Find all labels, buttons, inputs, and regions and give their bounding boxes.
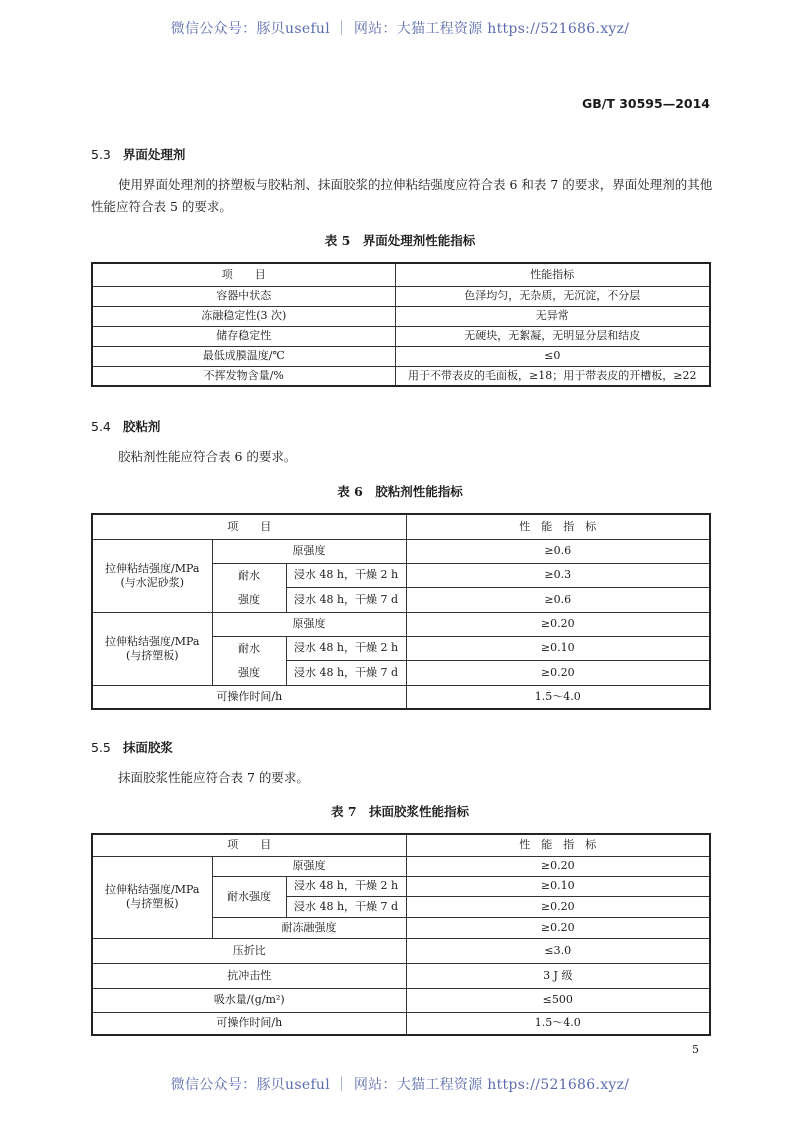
table-row [92, 612, 710, 636]
table-cell: 可操作时间/h [92, 685, 406, 709]
table-cell: 色泽均匀，无杂质，无沉淀，不分层 [395, 286, 710, 306]
table-row [92, 326, 710, 346]
table-cell: 浸水 48 h，干燥 7 d [286, 588, 406, 613]
table-cell: 无硬块，无絮凝，无明显分层和结皮 [395, 326, 710, 346]
text: 强度 [238, 665, 260, 679]
table-row [92, 685, 710, 709]
table-cell: 耐水强度 [212, 876, 286, 917]
table-row [92, 539, 710, 563]
table-cell: 浸水 48 h，干燥 2 h [286, 876, 406, 896]
table-cell: 容器中状态 [92, 286, 395, 306]
table-row [92, 306, 710, 326]
table-6 [91, 513, 711, 710]
table-cell: 项 目 [92, 834, 406, 856]
header-spec: 性能指标 [395, 263, 710, 286]
table-cell [212, 563, 286, 612]
table-5 [91, 262, 711, 387]
table-cell [92, 612, 212, 685]
table-cell: 冻融稳定性(3 次) [92, 306, 395, 326]
table-cell [212, 636, 286, 685]
header-item: 项 目 [92, 263, 395, 286]
table-cell: ≥0.10 [406, 876, 710, 896]
table-cell: 无异常 [395, 306, 710, 326]
text: 耐水 [238, 568, 260, 582]
section-5-5-text: 抹面胶浆性能应符合表 7 的要求。 [118, 770, 309, 785]
text: (与挤塑板) [125, 648, 179, 662]
table-cell: 可操作时间/h [92, 1012, 406, 1035]
watermark-bottom: 微信公众号：豚贝useful ｜ 网站：大猫工程资源 https://521686.xyz/ [170, 1077, 630, 1093]
text: 5.4 [91, 419, 111, 434]
table-6-caption: 表 6 胶粘剂性能指标 [337, 484, 463, 499]
table-cell: 性 能 指 标 [406, 834, 710, 856]
table-header-row [92, 834, 710, 856]
text: 拉伸粘结强度/MPa [105, 634, 200, 648]
table-cell: ≥0.20 [406, 896, 710, 917]
watermark-top: 微信公众号：豚贝useful ｜ 网站：大猫工程资源 https://521686.xyz/ [170, 21, 630, 37]
page-number: 5 [692, 1043, 699, 1056]
table-cell: 1.5～4.0 [406, 1012, 710, 1035]
table-header-row [92, 263, 710, 286]
text: 耐水 [238, 641, 260, 655]
table-cell: ≥0.3 [406, 563, 710, 588]
table-cell: 吸水量/(g/m²) [92, 988, 406, 1012]
table-cell: 原强度 [212, 612, 406, 636]
text: (与水泥砂浆) [120, 575, 185, 589]
text: 拉伸粘结强度/MPa [105, 883, 200, 896]
table-cell: 1.5～4.0 [406, 685, 710, 709]
text: 拉伸粘结强度/MPa [105, 561, 200, 575]
table-cell: ≥0.20 [406, 612, 710, 636]
table-7 [91, 833, 711, 1036]
table-cell: 原强度 [212, 539, 406, 563]
table-cell: 最低成膜温度/℃ [92, 346, 395, 366]
table-cell: ≤0 [395, 346, 710, 366]
table-row [92, 366, 710, 386]
text: (与挤塑板) [125, 897, 179, 910]
section-5-4-heading [91, 417, 160, 435]
section-5-3-text: 使用界面处理剂的挤塑板与胶粘剂、抹面胶浆的拉伸粘结强度应符合表 6 和表 7 的要求，界面处理剂的其他性能应符合表 5 的要求。 [91, 177, 713, 214]
standard-number: GB/T 30595—2014 [581, 96, 710, 111]
table-row [92, 286, 710, 306]
table-cell: ≤3.0 [406, 938, 710, 963]
table-cell: 抗冲击性 [92, 963, 406, 988]
section-5-3-heading [91, 145, 185, 163]
table-cell: ≥0.20 [406, 856, 710, 876]
table-header-row [92, 514, 710, 539]
table-cell: ≥0.20 [406, 917, 710, 938]
table-7-caption: 表 7 抹面胶浆性能指标 [330, 804, 470, 819]
table-cell: 用于不带表皮的毛面板，≥18；用于带表皮的开槽板，≥22 [395, 366, 710, 386]
table-row [92, 963, 710, 988]
table-row [92, 346, 710, 366]
table-row [92, 988, 710, 1012]
table-cell: 性 能 指 标 [406, 514, 710, 539]
table-5-caption: 表 5 界面处理剂性能指标 [324, 233, 476, 248]
text: 强度 [238, 592, 260, 606]
table-cell: 项 目 [92, 514, 406, 539]
text: 胶粘剂 [122, 419, 161, 434]
table-cell: 浸水 48 h，干燥 7 d [286, 896, 406, 917]
table-cell: 不挥发物含量/% [92, 366, 395, 386]
section-5-4-text: 胶粘剂性能应符合表 6 的要求。 [118, 449, 297, 464]
table-cell [92, 539, 212, 612]
table-cell: ≥0.20 [406, 661, 710, 686]
table-cell: ≥0.6 [406, 539, 710, 563]
text: 抹面胶浆 [122, 740, 173, 755]
table-cell: 压折比 [92, 938, 406, 963]
table-cell: 浸水 48 h，干燥 2 h [286, 636, 406, 661]
table-cell: ≥0.10 [406, 636, 710, 661]
table-row [92, 1012, 710, 1035]
table-cell: 3 J 级 [406, 963, 710, 988]
table-cell: 耐冻融强度 [212, 917, 406, 938]
text: 5.5 [91, 740, 111, 755]
text: 界面处理剂 [122, 147, 186, 162]
table-row [92, 938, 710, 963]
table-cell: ≤500 [406, 988, 710, 1012]
table-cell: 原强度 [212, 856, 406, 876]
table-cell: 浸水 48 h，干燥 2 h [286, 563, 406, 588]
table-cell: 浸水 48 h，干燥 7 d [286, 661, 406, 686]
table-row [92, 856, 710, 876]
section-5-5-heading [91, 738, 173, 756]
text: 5.3 [91, 147, 111, 162]
table-cell [92, 856, 212, 938]
table-cell: ≥0.6 [406, 588, 710, 613]
table-cell: 储存稳定性 [92, 326, 395, 346]
